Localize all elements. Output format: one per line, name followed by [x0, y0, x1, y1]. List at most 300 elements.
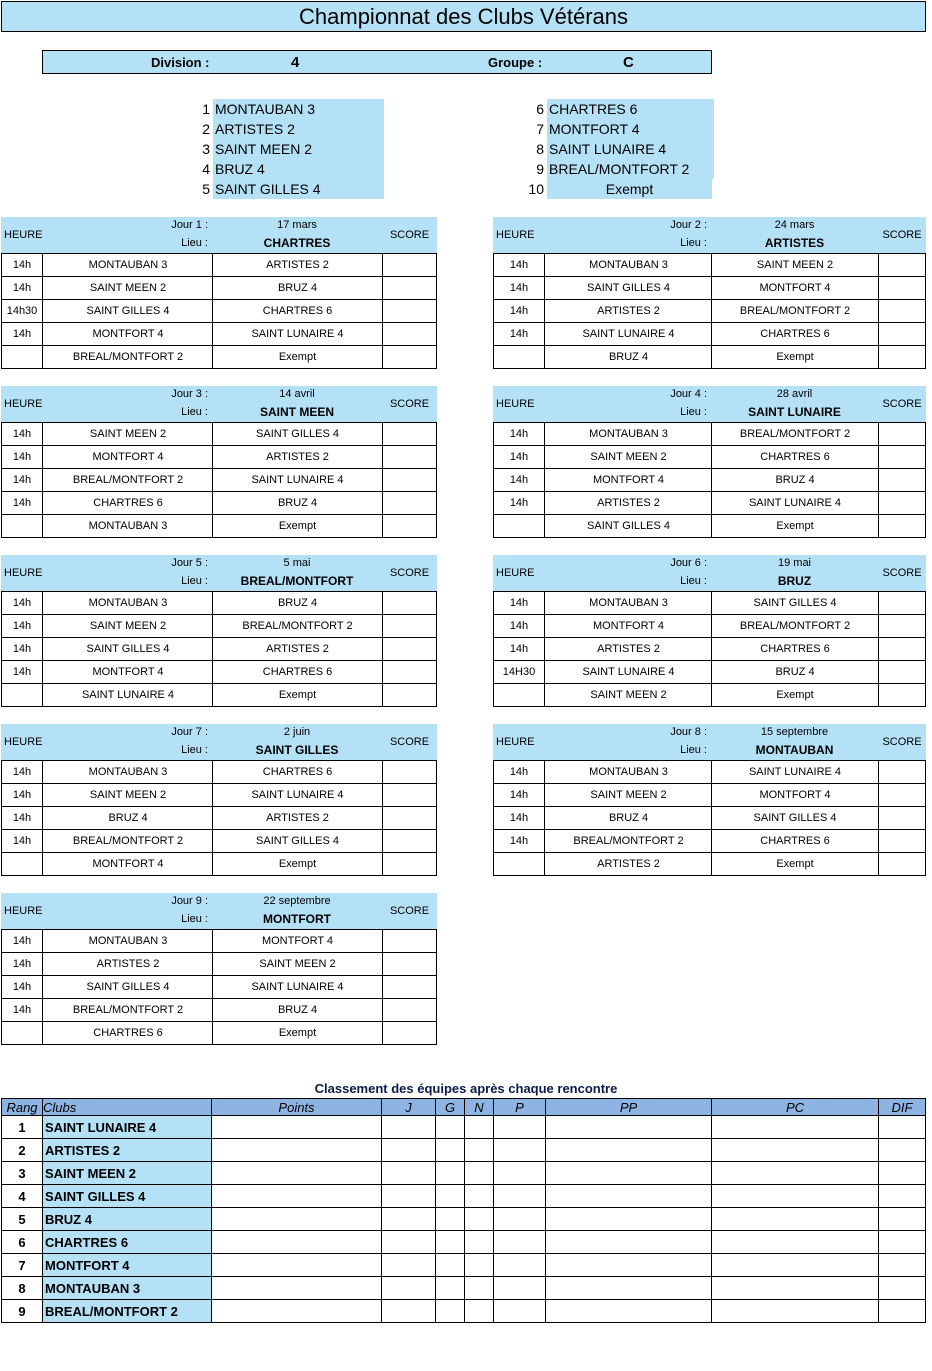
- stat-cell[interactable]: [712, 1231, 879, 1254]
- stat-cell[interactable]: [879, 1254, 926, 1277]
- score-cell[interactable]: [383, 661, 438, 683]
- standings-row: [2, 1300, 926, 1323]
- match-time: [494, 515, 545, 537]
- match-row: [1, 784, 437, 807]
- score-cell[interactable]: [383, 638, 438, 660]
- match-time: 14H30: [494, 661, 545, 683]
- stat-cell[interactable]: [494, 1116, 546, 1139]
- home-team: BRUZ 4: [44, 807, 213, 829]
- home-team: BREAL/MONTFORT 2: [44, 346, 213, 368]
- match-time: 14h: [2, 615, 43, 637]
- standings-row: [2, 1231, 926, 1254]
- match-row: [493, 661, 926, 684]
- match-row: [493, 638, 926, 661]
- match-time: 14h: [494, 784, 545, 806]
- stat-cell[interactable]: [879, 1116, 926, 1139]
- score-cell[interactable]: [879, 684, 927, 706]
- away-team: MONTFORT 4: [712, 277, 879, 299]
- jour-block: [1, 386, 437, 538]
- jour-lieu: SAINT LUNAIRE: [748, 405, 841, 419]
- stat-cell[interactable]: [879, 1231, 926, 1254]
- away-team: Exempt: [213, 346, 383, 368]
- jour-block: [1, 217, 437, 369]
- match-row: [1, 999, 437, 1022]
- match-row: [1, 807, 437, 830]
- home-team: BRUZ 4: [546, 346, 712, 368]
- home-team: SAINT MEEN 2: [44, 423, 213, 445]
- score-cell[interactable]: [383, 515, 438, 537]
- score-cell[interactable]: [879, 830, 927, 852]
- match-row: [493, 323, 926, 346]
- away-team: SAINT GILLES 4: [712, 807, 879, 829]
- stat-cell[interactable]: [465, 1300, 494, 1323]
- home-team: MONTAUBAN 3: [44, 592, 213, 614]
- stat-cell[interactable]: [546, 1185, 712, 1208]
- home-team: SAINT MEEN 2: [546, 684, 712, 706]
- stat-cell[interactable]: [879, 1162, 926, 1185]
- club-cell: MONTAUBAN 3: [43, 1277, 212, 1300]
- stat-cell[interactable]: [494, 1185, 546, 1208]
- away-team: CHARTRES 6: [712, 446, 879, 468]
- heure-label: HEURE: [496, 567, 535, 579]
- standings-header-cell: Clubs: [43, 1099, 212, 1116]
- score-cell[interactable]: [383, 446, 438, 468]
- away-team: BREAL/MONTFORT 2: [712, 423, 879, 445]
- away-team: BRUZ 4: [213, 492, 383, 514]
- jour-label: Jour 3 :: [171, 388, 208, 400]
- home-team: MONTAUBAN 3: [546, 761, 712, 783]
- stat-cell[interactable]: [436, 1162, 465, 1185]
- score-cell[interactable]: [879, 638, 927, 660]
- home-team: SAINT LUNAIRE 4: [546, 661, 712, 683]
- home-team: SAINT LUNAIRE 4: [44, 684, 213, 706]
- match-time: 14h: [494, 423, 545, 445]
- match-row: [493, 253, 926, 277]
- stat-cell[interactable]: [494, 1254, 546, 1277]
- stat-cell[interactable]: [212, 1116, 382, 1139]
- match-row: [1, 661, 437, 684]
- stat-cell[interactable]: [436, 1185, 465, 1208]
- stat-cell[interactable]: [382, 1231, 436, 1254]
- jour-lieu: SAINT MEEN: [259, 405, 334, 419]
- score-cell[interactable]: [879, 423, 927, 445]
- jour-lieu: MONTAUBAN: [755, 743, 834, 757]
- score-cell[interactable]: [879, 346, 927, 368]
- rank-cell: 8: [2, 1277, 43, 1300]
- score-label: SCORE: [389, 905, 430, 917]
- jour-date: 24 mars: [774, 219, 815, 231]
- match-time: 14h: [494, 277, 545, 299]
- score-cell[interactable]: [383, 469, 438, 491]
- stat-cell[interactable]: [212, 1162, 382, 1185]
- heure-label: HEURE: [496, 229, 535, 241]
- away-team: SAINT LUNAIRE 4: [213, 469, 383, 491]
- stat-cell[interactable]: [465, 1208, 494, 1231]
- stat-cell[interactable]: [436, 1254, 465, 1277]
- score-cell[interactable]: [383, 254, 438, 276]
- home-team: SAINT GILLES 4: [546, 277, 712, 299]
- home-team: ARTISTES 2: [546, 300, 712, 322]
- jour-label: Jour 2 :: [670, 219, 707, 231]
- away-team: ARTISTES 2: [213, 446, 383, 468]
- away-team: CHARTRES 6: [213, 661, 383, 683]
- score-cell[interactable]: [383, 976, 438, 998]
- stat-cell[interactable]: [546, 1254, 712, 1277]
- score-cell[interactable]: [879, 300, 927, 322]
- club-cell: MONTFORT 4: [43, 1254, 212, 1277]
- jour-header: [1, 386, 437, 423]
- stat-cell[interactable]: [494, 1300, 546, 1323]
- score-cell[interactable]: [879, 515, 927, 537]
- stat-cell[interactable]: [436, 1139, 465, 1162]
- away-team: Exempt: [213, 853, 383, 875]
- jour-lieu: BRUZ: [777, 574, 812, 588]
- jour-label: Jour 4 :: [670, 388, 707, 400]
- club-cell: ARTISTES 2: [43, 1139, 212, 1162]
- stat-cell[interactable]: [879, 1139, 926, 1162]
- stat-cell[interactable]: [712, 1300, 879, 1323]
- match-row: [1, 615, 437, 638]
- match-time: 14h: [2, 638, 43, 660]
- stat-cell[interactable]: [879, 1185, 926, 1208]
- home-team: SAINT GILLES 4: [44, 638, 213, 660]
- score-cell[interactable]: [383, 492, 438, 514]
- stat-cell[interactable]: [712, 1185, 879, 1208]
- match-row: [493, 469, 926, 492]
- score-cell[interactable]: [879, 277, 927, 299]
- stat-cell[interactable]: [546, 1162, 712, 1185]
- lieu-label: Lieu :: [181, 406, 208, 418]
- match-row: [1, 492, 437, 515]
- jour-lieu: SAINT GILLES: [255, 743, 339, 757]
- away-team: ARTISTES 2: [213, 254, 383, 276]
- jour-label: Jour 6 :: [670, 557, 707, 569]
- stat-cell[interactable]: [382, 1116, 436, 1139]
- jour-block: [1, 893, 437, 1045]
- groupe-value: C: [623, 54, 634, 71]
- match-time: 14h: [2, 492, 43, 514]
- standings-header-cell: Rang: [2, 1099, 43, 1116]
- stat-cell[interactable]: [546, 1277, 712, 1300]
- stat-cell[interactable]: [382, 1300, 436, 1323]
- heure-label: HEURE: [4, 229, 43, 241]
- score-cell[interactable]: [383, 853, 438, 875]
- away-team: BREAL/MONTFORT 2: [712, 615, 879, 637]
- score-cell[interactable]: [383, 615, 438, 637]
- away-team: MONTFORT 4: [213, 930, 383, 952]
- stat-cell[interactable]: [712, 1116, 879, 1139]
- jour-block: [493, 217, 926, 369]
- stat-cell[interactable]: [494, 1277, 546, 1300]
- match-time: 14h: [494, 300, 545, 322]
- home-team: MONTFORT 4: [44, 853, 213, 875]
- home-team: MONTFORT 4: [44, 446, 213, 468]
- match-time: 14h: [2, 469, 43, 491]
- match-time: 14h: [494, 446, 545, 468]
- match-row: [493, 492, 926, 515]
- lieu-label: Lieu :: [680, 406, 707, 418]
- stat-cell[interactable]: [212, 1208, 382, 1231]
- score-cell[interactable]: [383, 277, 438, 299]
- away-team: SAINT LUNAIRE 4: [213, 976, 383, 998]
- stat-cell[interactable]: [382, 1277, 436, 1300]
- away-team: CHARTRES 6: [213, 300, 383, 322]
- home-team: SAINT MEEN 2: [546, 446, 712, 468]
- stat-cell[interactable]: [712, 1162, 879, 1185]
- match-time: 14h: [2, 323, 43, 345]
- standings-row: [2, 1162, 926, 1185]
- home-team: MONTAUBAN 3: [546, 592, 712, 614]
- stat-cell[interactable]: [436, 1300, 465, 1323]
- rank-cell: 2: [2, 1139, 43, 1162]
- match-time: 14h: [2, 807, 43, 829]
- jour-header: [1, 724, 437, 761]
- match-time: 14h: [2, 784, 43, 806]
- standings-row: [2, 1185, 926, 1208]
- home-team: SAINT MEEN 2: [44, 277, 213, 299]
- stat-cell[interactable]: [382, 1162, 436, 1185]
- match-row: [1, 853, 437, 876]
- standings-title: Classement des équipes après chaque rencontre: [314, 1081, 618, 1096]
- club-cell: BREAL/MONTFORT 2: [43, 1300, 212, 1323]
- stat-cell[interactable]: [546, 1231, 712, 1254]
- match-time: 14h: [494, 323, 545, 345]
- away-team: Exempt: [213, 515, 383, 537]
- home-team: SAINT MEEN 2: [546, 784, 712, 806]
- rank-cell: 5: [2, 1208, 43, 1231]
- score-cell[interactable]: [879, 469, 927, 491]
- match-row: [1, 515, 437, 538]
- standings-header-row: [2, 1099, 926, 1116]
- stat-cell[interactable]: [212, 1277, 382, 1300]
- standings-header-cell: Points: [212, 1099, 382, 1116]
- score-cell[interactable]: [879, 661, 927, 683]
- match-row: [1, 346, 437, 369]
- away-team: BRUZ 4: [712, 469, 879, 491]
- match-time: [2, 853, 43, 875]
- home-team: MONTAUBAN 3: [546, 254, 712, 276]
- score-cell[interactable]: [879, 761, 927, 783]
- score-cell[interactable]: [879, 446, 927, 468]
- score-cell[interactable]: [879, 323, 927, 345]
- home-team: MONTAUBAN 3: [44, 254, 213, 276]
- stat-cell[interactable]: [465, 1185, 494, 1208]
- stat-cell[interactable]: [212, 1254, 382, 1277]
- stat-cell[interactable]: [436, 1277, 465, 1300]
- page-title: Championnat des Clubs Vétérans: [1, 1, 926, 32]
- jour-header: [493, 555, 926, 592]
- match-row: [1, 300, 437, 323]
- score-cell[interactable]: [383, 761, 438, 783]
- stat-cell[interactable]: [436, 1208, 465, 1231]
- stat-cell[interactable]: [494, 1139, 546, 1162]
- jour-header: [493, 724, 926, 761]
- match-row: [1, 469, 437, 492]
- stat-cell[interactable]: [212, 1231, 382, 1254]
- home-team: MONTFORT 4: [546, 615, 712, 637]
- stat-cell[interactable]: [212, 1185, 382, 1208]
- stat-cell[interactable]: [879, 1277, 926, 1300]
- club-cell: SAINT LUNAIRE 4: [43, 1116, 212, 1139]
- jour-lieu: CHARTRES: [263, 236, 331, 250]
- score-label: SCORE: [882, 229, 922, 241]
- stat-cell[interactable]: [494, 1231, 546, 1254]
- stat-cell[interactable]: [712, 1139, 879, 1162]
- stat-cell[interactable]: [382, 1254, 436, 1277]
- lieu-label: Lieu :: [181, 913, 208, 925]
- jour-block: [493, 386, 926, 538]
- match-time: 14h: [2, 976, 43, 998]
- stat-cell[interactable]: [546, 1116, 712, 1139]
- away-team: CHARTRES 6: [712, 638, 879, 660]
- score-cell[interactable]: [879, 254, 927, 276]
- score-cell[interactable]: [879, 592, 927, 614]
- stat-cell[interactable]: [712, 1277, 879, 1300]
- standings-row: [2, 1277, 926, 1300]
- stat-cell[interactable]: [465, 1139, 494, 1162]
- home-team: SAINT GILLES 4: [44, 300, 213, 322]
- score-cell[interactable]: [383, 807, 438, 829]
- score-cell[interactable]: [383, 323, 438, 345]
- stat-cell[interactable]: [382, 1139, 436, 1162]
- away-team: BREAL/MONTFORT 2: [712, 300, 879, 322]
- match-row: [493, 446, 926, 469]
- match-row: [493, 346, 926, 369]
- match-time: 14h: [494, 830, 545, 852]
- jour-header: [1, 217, 437, 254]
- home-team: CHARTRES 6: [44, 492, 213, 514]
- jour-date: 28 avril: [776, 388, 813, 400]
- away-team: BRUZ 4: [213, 277, 383, 299]
- stat-cell[interactable]: [436, 1231, 465, 1254]
- home-team: BREAL/MONTFORT 2: [44, 469, 213, 491]
- home-team: MONTAUBAN 3: [44, 761, 213, 783]
- groupe-label: Groupe :: [488, 55, 543, 70]
- score-cell[interactable]: [383, 300, 438, 322]
- lieu-label: Lieu :: [680, 237, 707, 249]
- away-team: CHARTRES 6: [712, 830, 879, 852]
- standings-row: [2, 1208, 926, 1231]
- division-label: Division :: [151, 55, 210, 70]
- score-cell[interactable]: [383, 830, 438, 852]
- stat-cell[interactable]: [712, 1208, 879, 1231]
- away-team: Exempt: [712, 346, 879, 368]
- stat-cell[interactable]: [436, 1116, 465, 1139]
- standings-header-cell: J: [382, 1099, 436, 1116]
- away-team: Exempt: [712, 853, 879, 875]
- jour-header: [1, 555, 437, 592]
- division-value: 4: [291, 54, 300, 71]
- standings-header-cell: P: [494, 1099, 546, 1116]
- score-cell[interactable]: [383, 346, 438, 368]
- match-row: [1, 976, 437, 999]
- score-cell[interactable]: [879, 615, 927, 637]
- away-team: SAINT LUNAIRE 4: [712, 492, 879, 514]
- stat-cell[interactable]: [465, 1254, 494, 1277]
- stat-cell[interactable]: [546, 1139, 712, 1162]
- stat-cell[interactable]: [382, 1208, 436, 1231]
- jour-label: Jour 9 :: [171, 895, 208, 907]
- score-cell[interactable]: [879, 807, 927, 829]
- score-cell[interactable]: [383, 784, 438, 806]
- standings-header-cell: G: [436, 1099, 465, 1116]
- lieu-label: Lieu :: [181, 237, 208, 249]
- match-time: [2, 684, 43, 706]
- match-row: [493, 422, 926, 446]
- match-row: [493, 300, 926, 323]
- jour-lieu: MONTFORT: [263, 912, 331, 926]
- home-team: ARTISTES 2: [546, 853, 712, 875]
- match-time: 14h: [2, 953, 43, 975]
- jour-header: [1, 893, 437, 930]
- home-team: SAINT MEEN 2: [44, 784, 213, 806]
- heure-label: HEURE: [496, 398, 535, 410]
- stat-cell[interactable]: [546, 1208, 712, 1231]
- home-team: MONTAUBAN 3: [44, 930, 213, 952]
- score-cell[interactable]: [383, 1022, 438, 1044]
- stat-cell[interactable]: [712, 1254, 879, 1277]
- score-cell[interactable]: [383, 423, 438, 445]
- home-team: BREAL/MONTFORT 2: [44, 830, 213, 852]
- standings-header-cell: DIF: [879, 1099, 926, 1116]
- stat-cell[interactable]: [879, 1300, 926, 1323]
- stat-cell[interactable]: [465, 1116, 494, 1139]
- score-cell[interactable]: [879, 492, 927, 514]
- away-team: ARTISTES 2: [213, 807, 383, 829]
- stat-cell[interactable]: [465, 1162, 494, 1185]
- jour-date: 22 septembre: [263, 895, 331, 907]
- division-bar: [42, 50, 712, 74]
- stat-cell[interactable]: [212, 1139, 382, 1162]
- score-cell[interactable]: [879, 853, 927, 875]
- score-cell[interactable]: [383, 592, 438, 614]
- standings-header-cell: PP: [546, 1099, 712, 1116]
- match-time: 14h30: [2, 300, 43, 322]
- match-row: [493, 760, 926, 784]
- stat-cell[interactable]: [494, 1162, 546, 1185]
- jour-block: [1, 724, 437, 876]
- stat-cell[interactable]: [494, 1208, 546, 1231]
- away-team: Exempt: [712, 684, 879, 706]
- stat-cell[interactable]: [465, 1231, 494, 1254]
- match-time: 14h: [494, 761, 545, 783]
- match-time: 14h: [2, 761, 43, 783]
- standings-row: [2, 1254, 926, 1277]
- score-cell[interactable]: [383, 999, 438, 1021]
- away-team: SAINT LUNAIRE 4: [712, 761, 879, 783]
- stat-cell[interactable]: [546, 1300, 712, 1323]
- score-cell[interactable]: [383, 953, 438, 975]
- rank-cell: 1: [2, 1116, 43, 1139]
- club-cell: SAINT GILLES 4: [43, 1185, 212, 1208]
- match-row: [493, 515, 926, 538]
- score-cell[interactable]: [879, 784, 927, 806]
- stat-cell[interactable]: [879, 1208, 926, 1231]
- stat-cell[interactable]: [465, 1277, 494, 1300]
- stat-cell[interactable]: [212, 1300, 382, 1323]
- stat-cell[interactable]: [382, 1185, 436, 1208]
- jour-block: [493, 555, 926, 707]
- match-time: [2, 515, 43, 537]
- score-cell[interactable]: [383, 930, 438, 952]
- match-time: 14h: [2, 254, 43, 276]
- match-time: 14h: [494, 469, 545, 491]
- home-team: MONTFORT 4: [44, 323, 213, 345]
- match-row: [493, 853, 926, 876]
- score-label: SCORE: [389, 567, 430, 579]
- score-cell[interactable]: [383, 684, 438, 706]
- jour-date: 17 mars: [277, 219, 317, 231]
